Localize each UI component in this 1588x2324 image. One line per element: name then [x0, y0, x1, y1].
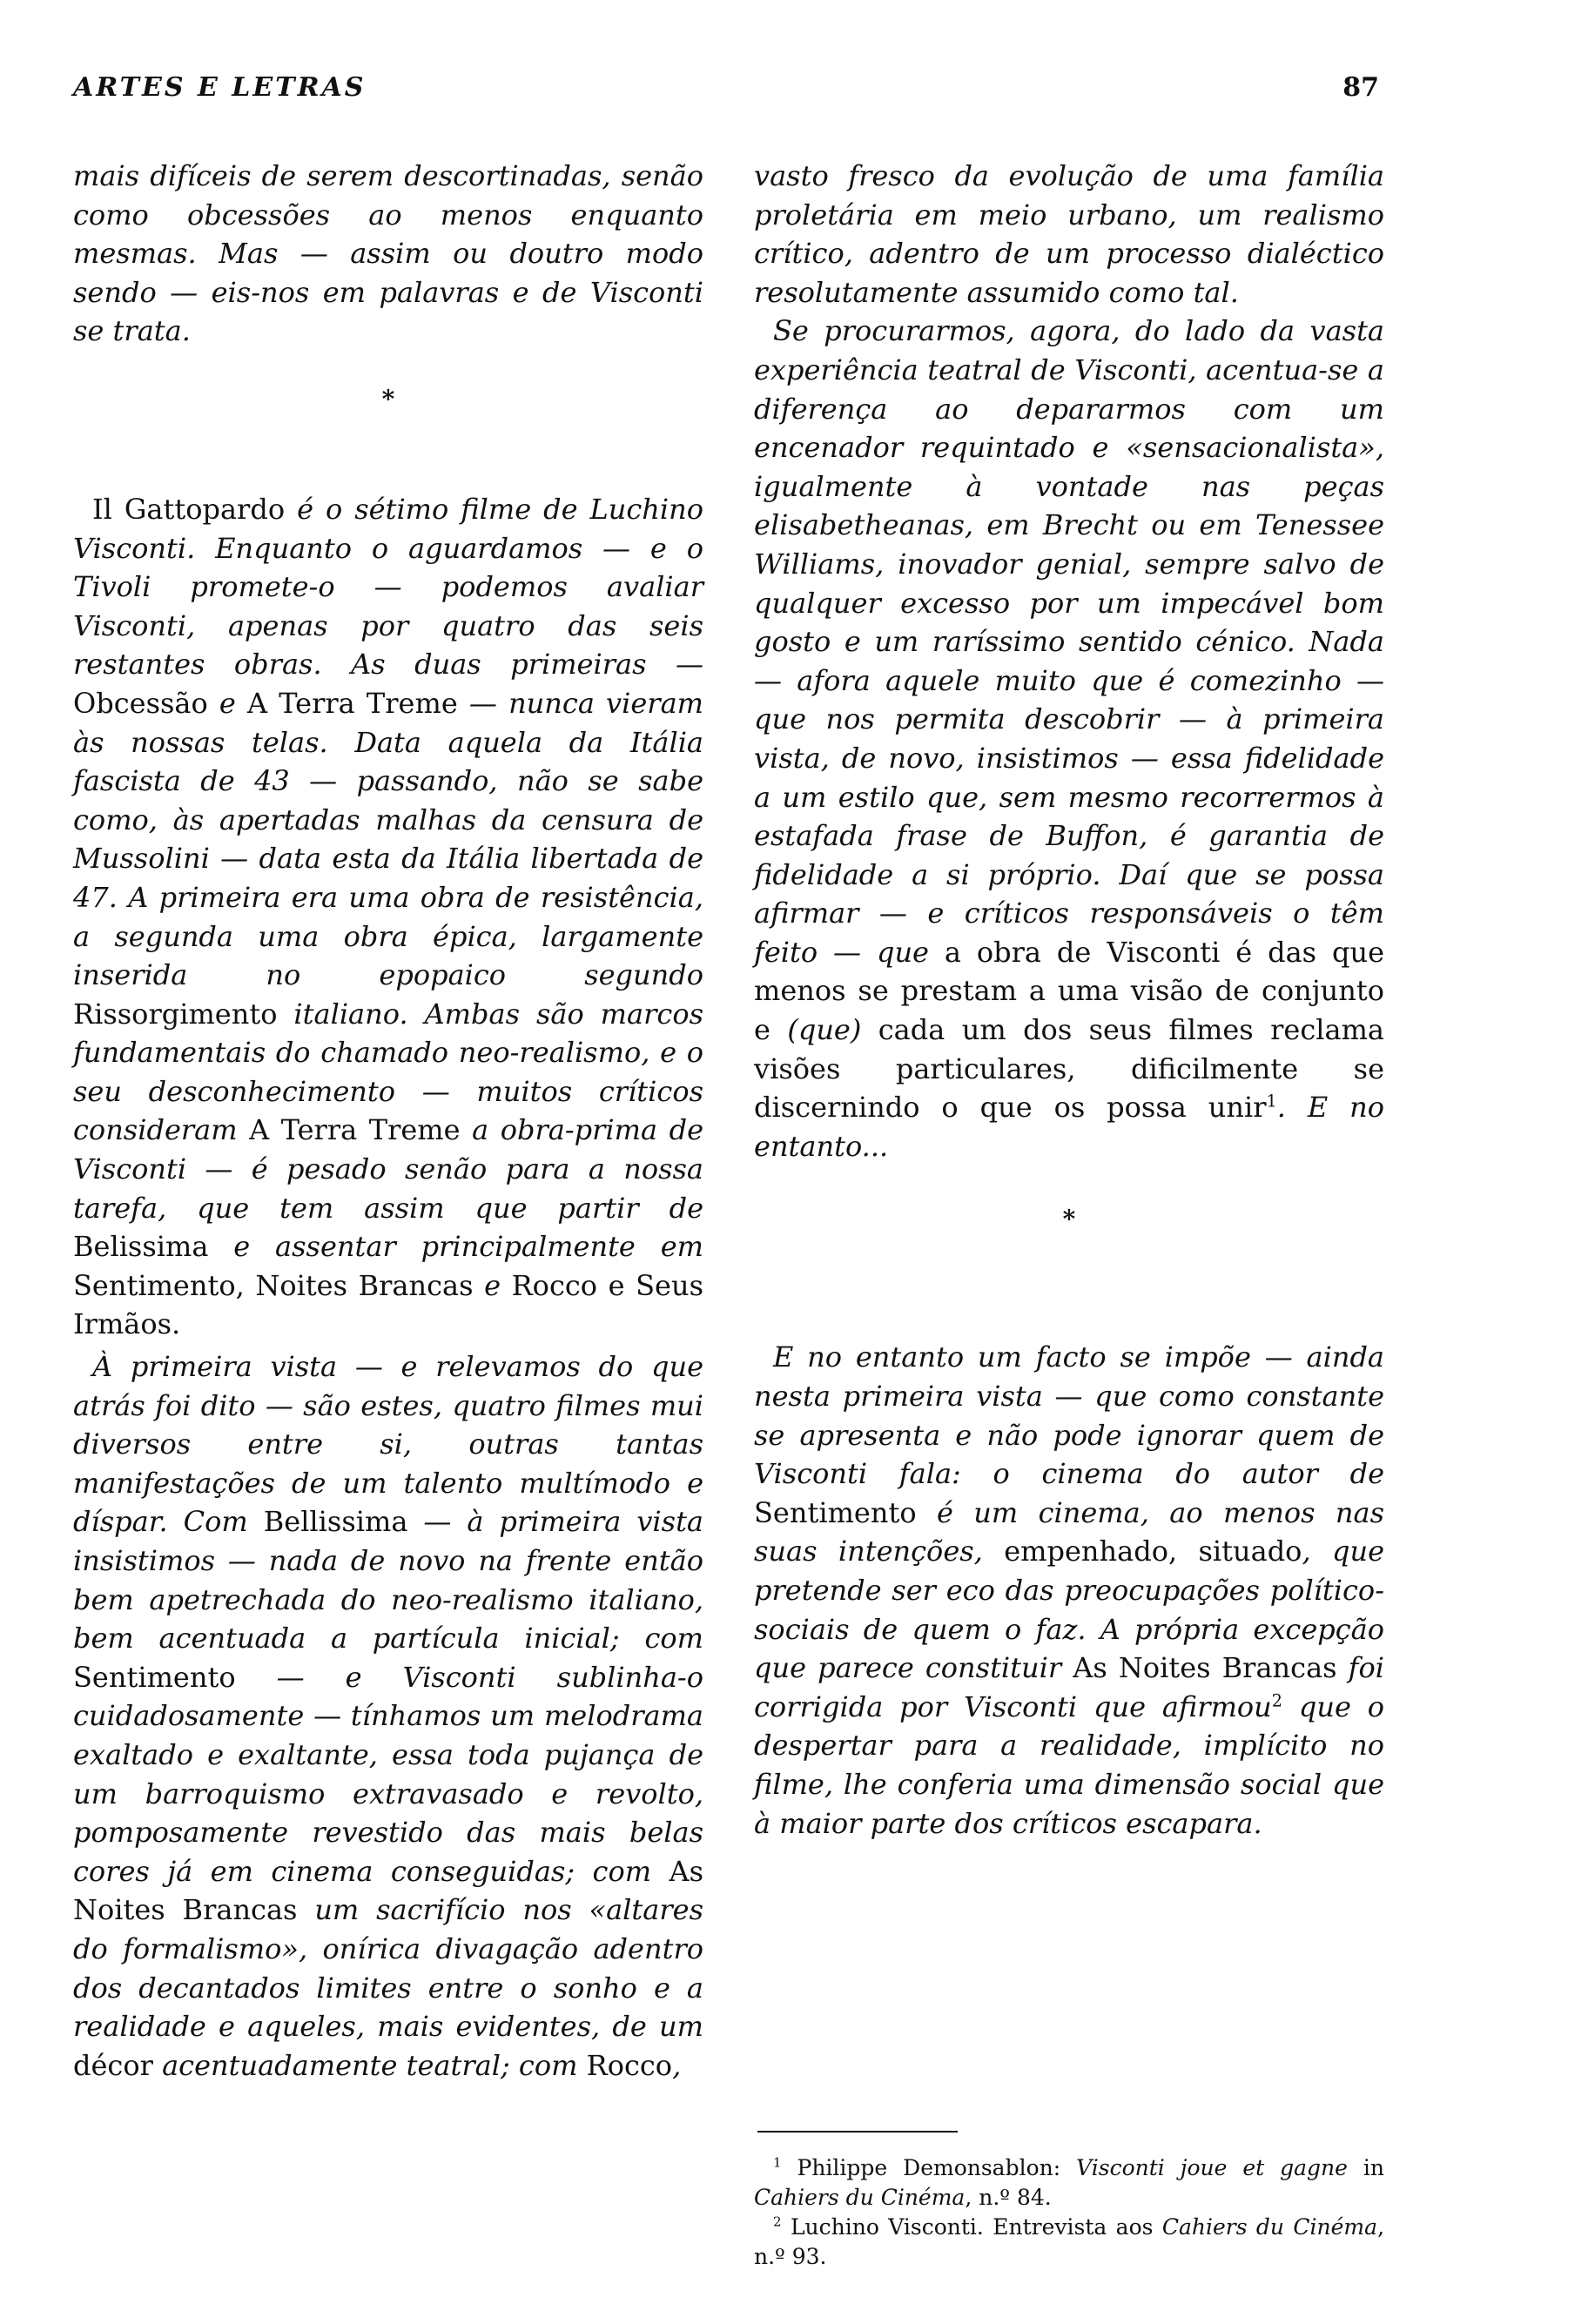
text-run: Philippe Demonsablon: — [797, 2155, 1077, 2180]
paragraph — [754, 312, 1384, 1165]
text-run: , que pretende ser eco das preocupações político-sociais de quem o faz. A própria excepção que parece constituir — [754, 1535, 1385, 1685]
text-run: vasto fresco da evolução de uma família proletária em meio urbano, um realismo crítico, adentro de um processo dialéctico resolutamente assumido como tal. — [754, 159, 1384, 309]
text-run: Cahiers du Cinéma — [1161, 2214, 1378, 2240]
text-run: empenhado, situado — [1004, 1535, 1302, 1568]
paragraph — [754, 1338, 1384, 1843]
page-number: 87 — [1342, 71, 1379, 103]
film-title: Bellissima — [263, 1505, 408, 1539]
section-separator: * — [1062, 1205, 1076, 1234]
text-run: e — [207, 686, 248, 720]
footnote-ref[interactable]: 1 — [1266, 1091, 1277, 1112]
film-title: Sentimento — [754, 1495, 917, 1529]
text-run: um sacrifício nos «altares do formalismo», onírica divagação adentro dos decantados limites entre o sonho e a realidade e aqueles, mais evidentes, de um — [73, 1893, 704, 2044]
paragraph — [73, 157, 703, 351]
paragraph — [73, 1347, 703, 2085]
film-title: Rocco e Seus Irmãos — [73, 1268, 703, 1341]
text-run: que o despertar para a realidade, implícito no filme, lhe conferia uma dimensão social que à maior parte dos críticos escapara. — [754, 1689, 1385, 1840]
footnote-ref[interactable]: 2 — [1271, 1690, 1283, 1711]
page-header — [73, 61, 1379, 113]
text-run: , — [672, 2048, 682, 2082]
text-run: italiano. Ambas são marcos fundamentais do chamado neo-realismo, e o seu desconhecimento — muitos críticos consideram — [73, 997, 703, 1147]
footnote-number: 2 — [773, 2213, 782, 2230]
text-run: acentuadamente teatral; com — [152, 2048, 587, 2082]
film-title: A Terra Treme — [249, 1113, 461, 1147]
text-run: . E no entanto... — [754, 1091, 1385, 1163]
text-run: décor — [73, 2048, 153, 2082]
film-title: Obcessão — [73, 686, 208, 720]
text-run: Se procurarmos, agora, do lado da vasta experiência teatral de Visconti, acentua-se a diferença ao depararmos com um encenador requintado e «sensacionalista», igualmente à vontade nas peças elisabetheanas, em Brecht ou em Tenessee Williams, inovador genial, sempre salvo de qualquer excesso por um impecável bom gosto e um raríssimo sentido cénico. Nada — afora aquele muito que é comezinho — que nos permita descobrir — à primeira vista, de novo, insistimos — essa fidelidade a um estilo que, sem mesmo recorrermos à estafada frase de Buffon, é garantia de fidelidade a si próprio. Daí que se possa afirmar — e críticos responsáveis o têm feito — que — [754, 314, 1384, 969]
footnote — [754, 2153, 1384, 2213]
film-title: Belissima — [73, 1230, 209, 1264]
film-title: A Terra Treme — [247, 686, 458, 720]
text-run: — e Visconti sublinha-o cuidadosamente — tínhamos um melodrama exaltado e exaltante, essa toda pujança de um barroquismo extravasado e revolto, pomposamente revestido das mais belas cores já em cinema conseguidas; com — [73, 1660, 703, 1888]
film-title: Rocco — [586, 2048, 673, 2082]
footnote — [754, 2213, 1384, 2272]
text-run: é um cinema, ao menos nas suas intenções, — [754, 1495, 1384, 1568]
text-run: Rissorgimento — [73, 997, 278, 1031]
text-run: , n.º 84. — [965, 2185, 1052, 2210]
text-run: , n.º 93. — [754, 2214, 1385, 2269]
right-column — [754, 157, 1384, 1843]
film-title: Sentimento — [73, 1660, 236, 1694]
text-run: Cahiers du Cinéma — [754, 2185, 966, 2210]
text-run: cada um dos seus filmes reclama visões particulares, dificilmente se discernindo o que os possa unir — [754, 1013, 1385, 1125]
film-title: As Noites Brancas — [1073, 1651, 1337, 1685]
text-run: Visconti joue et gagne — [1076, 2155, 1348, 2180]
text-run: a obra de Visconti é das que menos se prestam a uma visão de conjunto e — [754, 935, 1384, 1047]
footnote-divider — [757, 2131, 958, 2133]
paragraph — [754, 157, 1384, 312]
text-run: (que) — [787, 1013, 862, 1047]
text-run: a obra-prima de Visconti — é pesado senão para a nossa tarefa, que tem assim que partir de — [73, 1113, 703, 1225]
text-run: é o sétimo filme de Luchino Visconti. Enquanto o aguardamos — e o Tivoli promete-o — podemos avaliar Visconti, apenas por quatro das seis restantes obras. As duas primeiras — — [73, 492, 704, 682]
paragraph — [73, 490, 703, 1344]
footnotes — [754, 2153, 1384, 2272]
film-title: Sentimento, Noites Brancas — [73, 1268, 474, 1302]
text-run: e — [473, 1268, 512, 1302]
section-separator: * — [381, 384, 395, 413]
text-run: — nunca vieram às nossas telas. Data aquela da Itália fascista de 43 — passando, não se sabe como, às apertadas malhas da censura de Mussolini — data esta da Itália libertada de 47. A primeira era uma obra de resistência, a segunda uma obra épica, largamente inserida no epopaico segundo — [73, 686, 704, 992]
left-column — [73, 157, 703, 2085]
text-run: E no entanto um facto se impõe — ainda nesta primeira vista — que como constante se apresenta e não pode ignorar quem de Visconti fala: o cinema do autor de — [754, 1340, 1384, 1491]
text-run: À primeira vista — e relevamos do que atrás foi dito — são estes, quatro filmes mui diversos entre si, outras tantas manifestações de um talento multímodo e díspar. Com — [73, 1350, 703, 1539]
text-run: in — [1347, 2155, 1384, 2180]
text-run: Luchino Visconti. Entrevista aos — [790, 2214, 1162, 2240]
footnote-number: 1 — [773, 2154, 782, 2171]
text-run: foi corrigida por Visconti que afirmou — [754, 1651, 1385, 1723]
text-run: — à primeira vista insistimos — nada de novo na frente então bem apetrechada do neo-realismo italiano, bem acentuada a partícula inicial; com — [73, 1505, 704, 1656]
film-title: As Noites Brancas — [73, 1854, 703, 1927]
text-run: mais difíceis de serem descortinadas, senão como obcessões ao menos enquanto mesmas. Mas — assim ou doutro modo sendo — eis-nos em palavras e de Visconti se trata. — [73, 159, 703, 348]
text-run: . — [172, 1307, 181, 1341]
film-title: Il Gattopardo — [92, 492, 286, 526]
text-run: e assentar principalmente em — [208, 1230, 703, 1264]
running-title: ARTES E LETRAS — [73, 71, 367, 103]
